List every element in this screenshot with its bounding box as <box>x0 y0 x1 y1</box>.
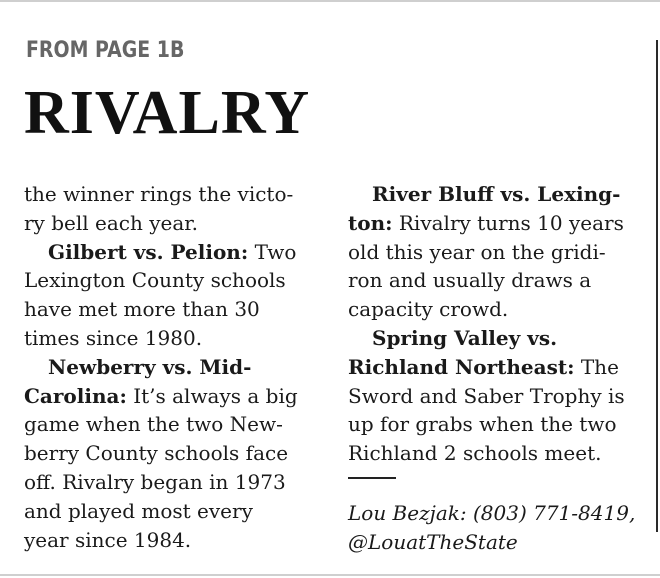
text-line: Lexington County schools <box>24 268 286 293</box>
right-column-rule <box>656 40 658 532</box>
kicker: FROM PAGE 1B <box>26 38 185 63</box>
rivalry-lead: Gilbert vs. Pelion: <box>48 239 249 264</box>
paragraph-spring-valley <box>348 353 648 382</box>
text-line: the winner rings the victo- <box>24 182 294 206</box>
article-column-right <box>348 180 648 557</box>
paragraph-river-bluff <box>348 209 648 238</box>
top-divider <box>0 0 660 2</box>
text-line: old this year on the gridi- <box>348 239 606 264</box>
paragraph-gilbert <box>24 238 334 267</box>
text-line: year since 1984. <box>24 527 192 552</box>
rivalry-lead: River Bluff vs. Lexing- <box>372 182 621 206</box>
text-line: capacity crowd. <box>348 297 509 322</box>
byline-handle: @LouatTheState <box>348 529 518 554</box>
rivalry-lead: Carolina: <box>24 383 127 408</box>
bottom-divider <box>0 574 660 576</box>
article-column-left <box>24 180 334 554</box>
text-line: up for grabs when the two <box>348 412 617 437</box>
text-fragment: The <box>574 354 619 379</box>
text-line: have met more than 30 <box>24 297 260 322</box>
text-line: ron and usually draws a <box>348 268 592 293</box>
byline-contact: Lou Bezjak: (803) 771-8419, <box>348 500 636 525</box>
text-line: ry bell each year. <box>24 210 198 235</box>
text-fragment: It’s always a big <box>126 383 298 408</box>
rivalry-lead: ton: <box>348 210 393 235</box>
paragraph-newberry <box>24 382 334 411</box>
rivalry-lead: Spring Valley vs. <box>372 325 558 350</box>
text-line: off. Rivalry began in 1973 <box>24 469 286 494</box>
signature-divider <box>348 477 396 479</box>
rivalry-lead: Richland Northeast: <box>348 354 575 379</box>
text-fragment: Rivalry turns 10 years <box>392 210 624 235</box>
text-line: berry County schools face <box>24 441 289 466</box>
text-line: Richland 2 schools meet. <box>348 441 602 466</box>
rivalry-lead: Newberry vs. Mid- <box>48 354 252 379</box>
text-line: and played most every <box>24 498 253 523</box>
text-line: Sword and Saber Trophy is <box>348 383 625 408</box>
text-fragment: Two <box>248 239 297 264</box>
text-line: game when the two New- <box>24 412 283 437</box>
text-line: times since 1980. <box>24 325 203 350</box>
headline: RIVALRY <box>24 79 311 147</box>
